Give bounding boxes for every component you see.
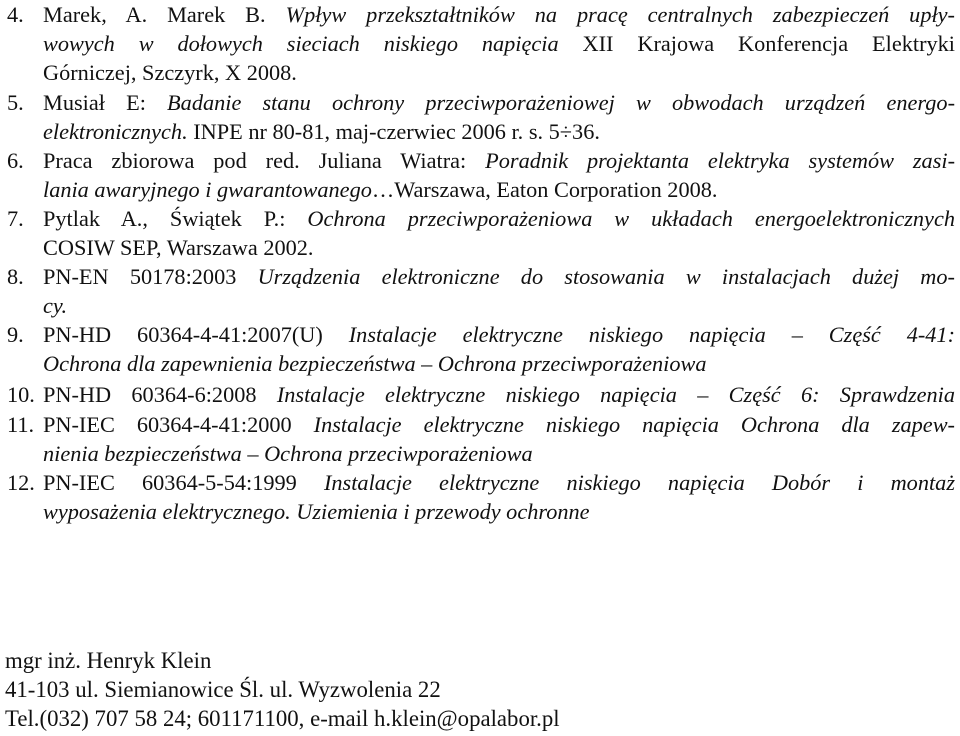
reference-line [43, 119, 600, 145]
reference-title-text: Ochrona przeciwporażeniowa w układach energoelektronicznych [307, 206, 955, 231]
reference-title-text: wyposażenia elektrycznego. Uziemienia i przewody ochronne [43, 499, 590, 524]
reference-line [43, 499, 590, 525]
reference-line [43, 412, 955, 438]
reference-text: Marek, A. Marek B. [43, 2, 286, 27]
reference-line [43, 2, 955, 28]
reference-title-text: Instalacje elektryczne niskiego napięcia Ochrona dla zapew- [313, 412, 955, 437]
reference-text: PN-IEC 60364-4-41:2000 [43, 412, 314, 437]
reference-title-text: cy. [43, 293, 68, 318]
reference-text: XII Krajowa Konferencja Elektryki [582, 31, 955, 56]
reference-number: 11. [7, 412, 35, 437]
reference-text: Praca zbiorowa pod red. Juliana Wiatra: [43, 148, 486, 173]
reference-text: Górniczej, Szczyrk, X 2008. [43, 60, 297, 85]
author-contact: Tel.(032) 707 58 24; 601171100, e-mail h.klein@opalabor.pl [5, 706, 560, 731]
reference-line [43, 206, 955, 232]
reference-title-text: Ochrona dla zapewnienia bezpieczeństwa – Ochrona przeciwporażeniowa [43, 351, 707, 376]
reference-title-text: lania awaryjnego i gwarantowanego [43, 177, 372, 202]
reference-title-text: elektronicznych. [43, 119, 188, 144]
author-address: 41-103 ul. Siemianowice Śl. ul. Wyzwolenia 22 [5, 677, 441, 702]
reference-title-text: Urządzenia elektroniczne do stosowania w instalacjach dużej mo- [257, 264, 955, 289]
reference-text: …Warszawa, Eaton Corporation 2008. [371, 177, 718, 202]
reference-line [43, 235, 314, 261]
reference-number: 5. [7, 90, 24, 115]
reference-number: 12. [7, 470, 35, 495]
reference-number: 9. [7, 322, 24, 347]
reference-title-text: Badanie stanu ochrony przeciwporażeniowej w obwodach urządzeń energo- [167, 90, 955, 115]
reference-line [43, 470, 955, 496]
reference-line [43, 293, 67, 319]
reference-number: 6. [7, 148, 24, 173]
reference-line [43, 60, 297, 86]
reference-text: PN-IEC 60364-5-54:1999 [43, 470, 324, 495]
reference-number: 10. [7, 382, 35, 407]
reference-text: Musiał E: [43, 90, 168, 115]
reference-text: COSIW SEP, Warszawa 2002. [43, 235, 314, 260]
reference-line [43, 90, 955, 116]
reference-line [43, 177, 717, 203]
reference-text: PN-EN 50178:2003 [43, 264, 258, 289]
reference-number: 8. [7, 264, 24, 289]
reference-line [43, 264, 955, 290]
reference-title-text: Poradnik projektanta elektryka systemów zasi- [485, 148, 955, 173]
reference-text: PN-HD 60364-4-41:2007(U) [43, 322, 349, 347]
reference-title-text: Instalacje elektryczne niskiego napięcia – Część 4-41: [348, 322, 955, 347]
author-name: mgr inż. Henryk Klein [5, 648, 212, 673]
reference-line [43, 148, 955, 174]
reference-title-text: Wpływ przekształtników na pracę centralnych zabezpieczeń upły- [285, 2, 955, 27]
reference-line [43, 382, 955, 408]
reference-title-text: wowych w dołowych sieciach niskiego napięcia [43, 31, 583, 56]
reference-text: PN-HD 60364-6:2008 [43, 382, 277, 407]
reference-text: INPE nr 80-81, maj-czerwiec 2006 r. s. 5÷36. [187, 119, 600, 144]
reference-title-text: Instalacje elektryczne niskiego napięcia – Część 6: Sprawdzenia [276, 382, 955, 407]
reference-number: 7. [7, 206, 24, 231]
reference-title-text: Instalacje elektryczne niskiego napięcia Dobór i montaż [323, 470, 955, 495]
reference-number: 4. [7, 2, 24, 27]
reference-title-text: nienia bezpieczeństwa – Ochrona przeciwporażeniowa [43, 441, 533, 466]
reference-line [43, 322, 955, 348]
reference-line [43, 351, 707, 377]
reference-line [43, 441, 533, 467]
reference-text: Pytlak A., Świątek P.: [43, 206, 308, 231]
reference-line [43, 31, 955, 57]
